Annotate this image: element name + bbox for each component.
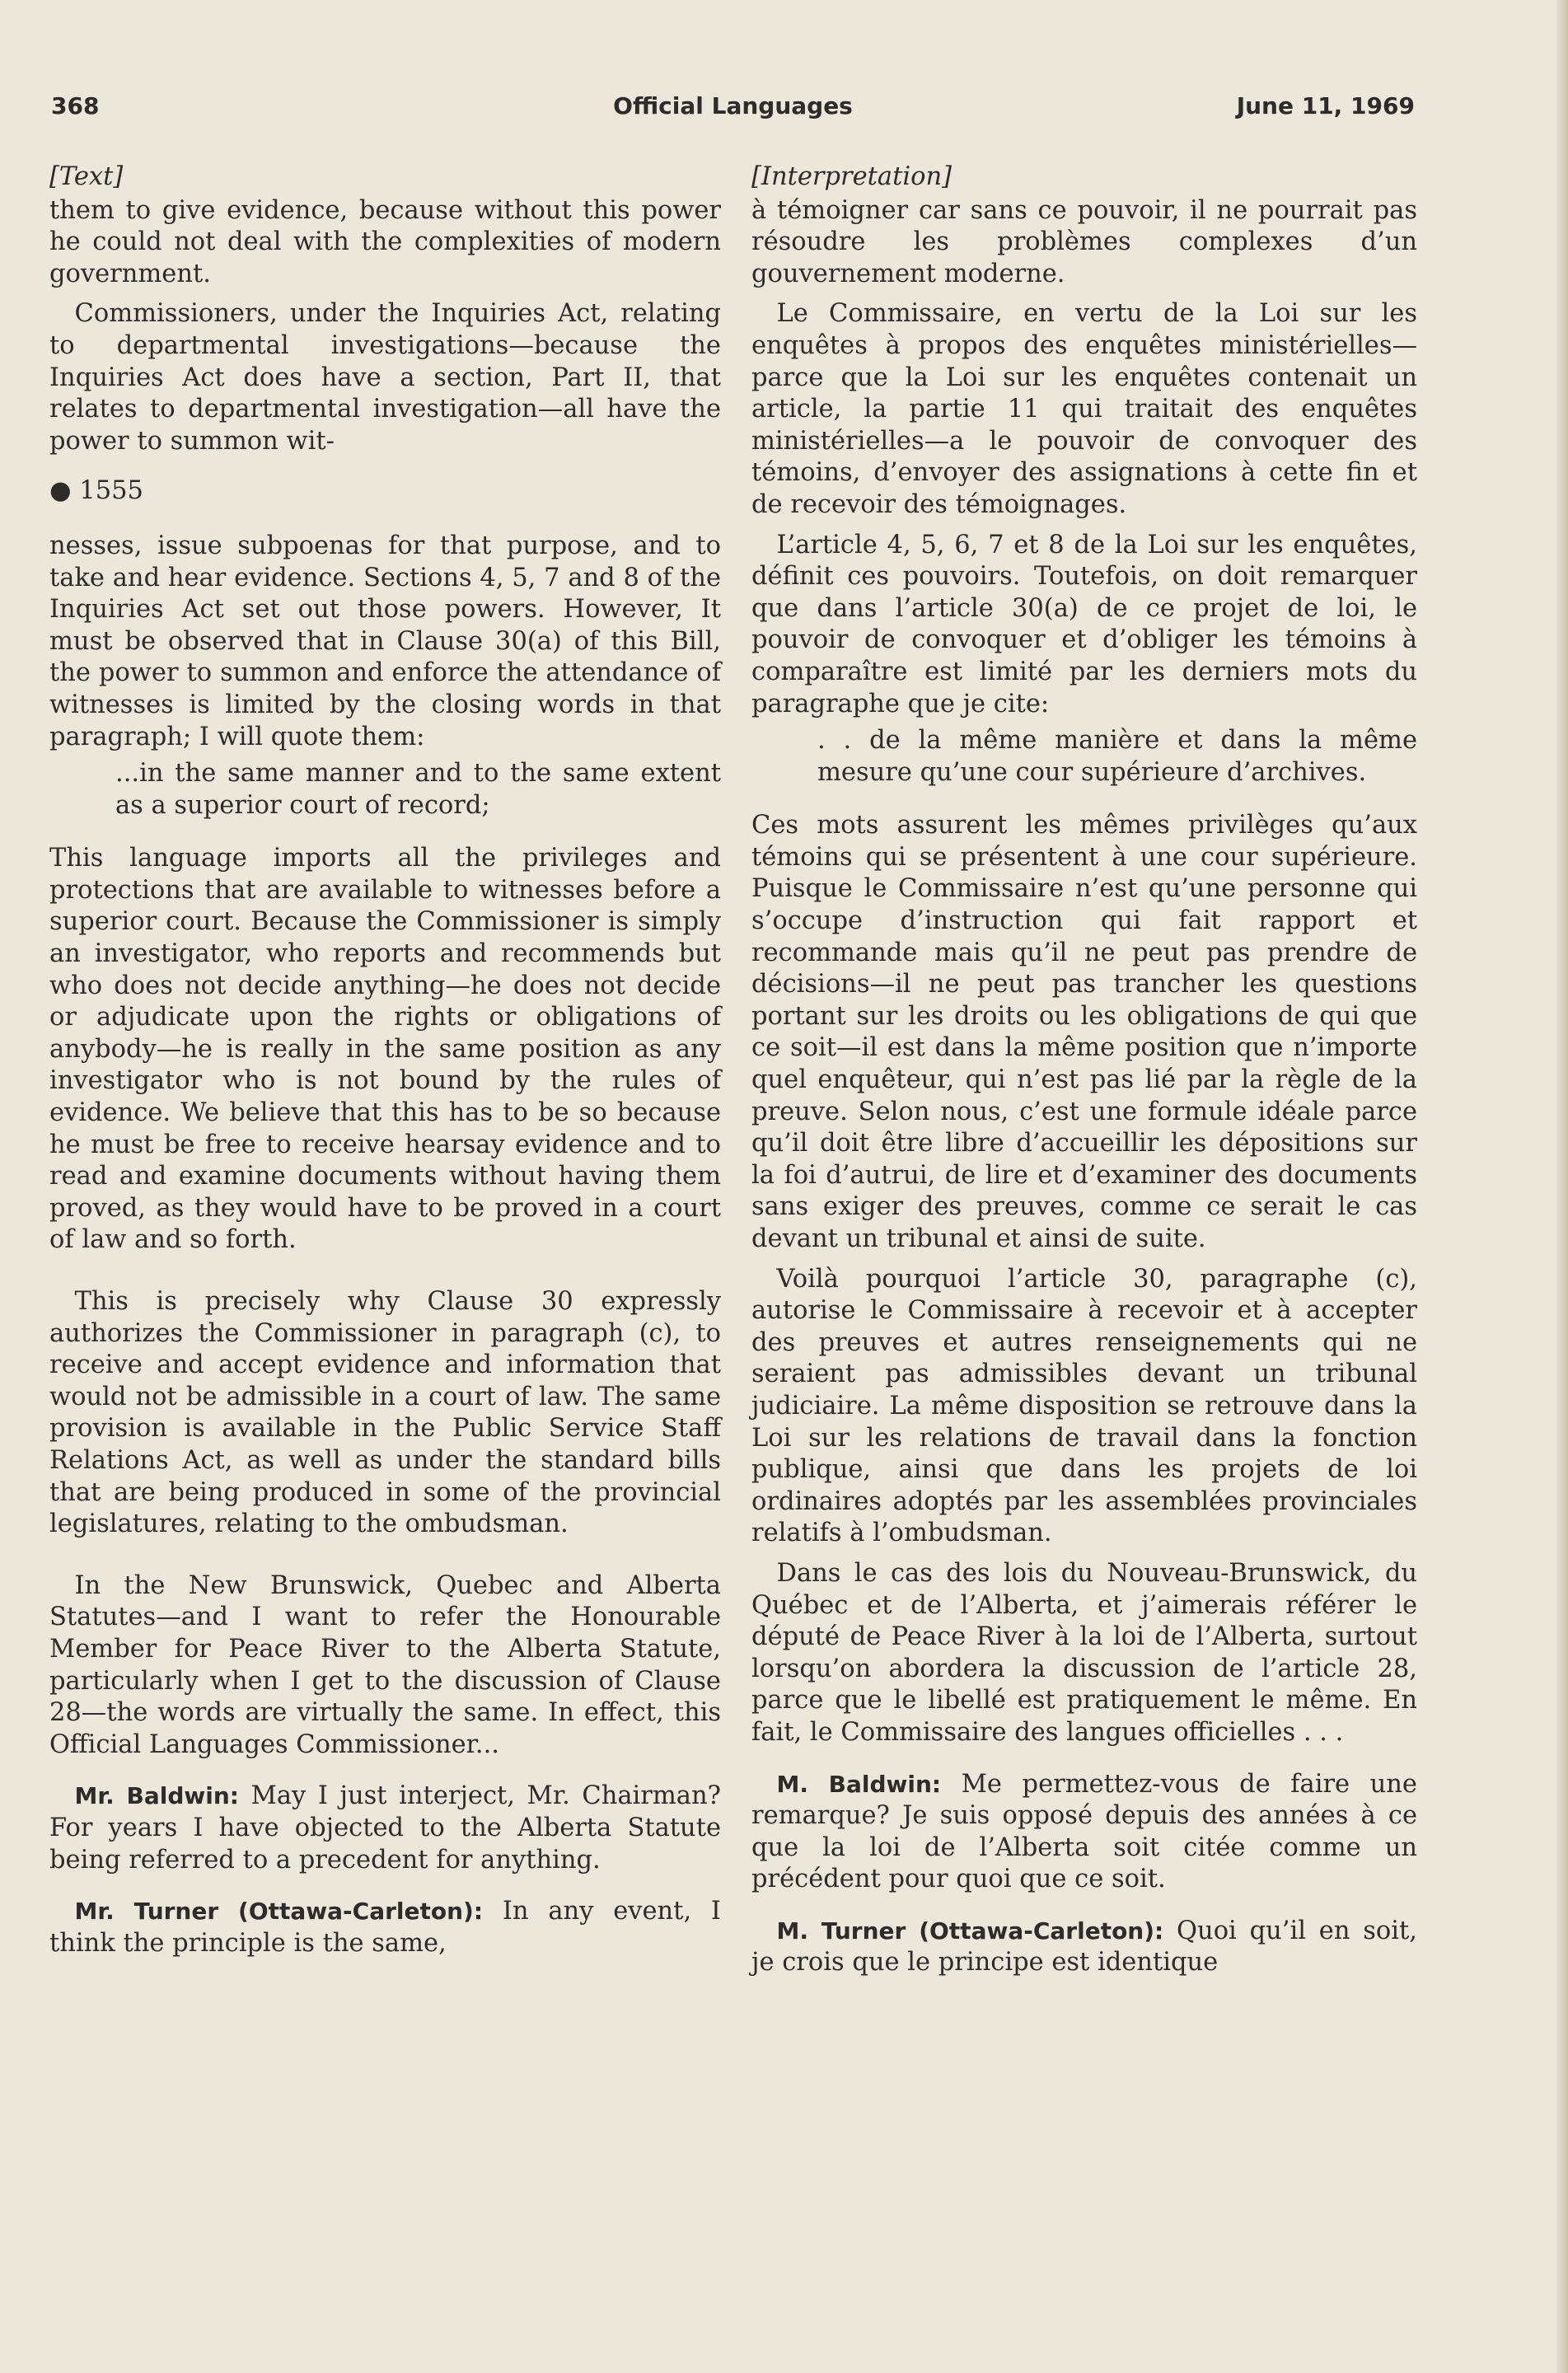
block-quote: . . de la même manière et dans la même mesure qu’une cour supérieure d’archives.: [817, 726, 1417, 787]
speaker-name: M. Turner (Ottawa-Carleton):: [776, 1917, 1164, 1945]
speech-text: May I just interject, Mr. Chairman? For years I have objected to the Alberta Statute being referred to a precedent for anything.: [49, 1781, 721, 1875]
paragraph: This language imports all the privileges and protections that are available to witnesses before a superior court. Because the Commissioner is simply an investigator, who reports and recommends but who does not decide anything—he does not decide or adjudicate upon the rights or obligations of anybody—he is really in the same position as any investigator who is not bound by the rules of evidence. We believe that this has to be so because he must be free to receive hearsay evidence and to read and examine documents without having them proved, as they would have to be proved in a court of law and so forth.: [49, 844, 721, 1255]
paragraph: Ces mots assurent les mêmes privilèges qu’aux témoins qui se présentent à une cour supérieure. Puisque le Commissaire n’est qu’une personne qui s’occupe d’instruction qui fait rapport et recommande mais qu’il ne peut pas prendre de décisions—il ne peut pas trancher les questions portant sur les droits ou les obligations de qui que ce soit—il est dans la même position que n’importe quel enquêteur, qui n’est pas lié par la règle de la preuve. Selon nous, c’est une formule idéale parce qu’il doit être libre d’accueillir les dépositions sur la foi d’autrui, de lire et d’examiner des documents sans exiger des preuves, comme ce serait le cas devant un tribunal et ainsi de suite.: [751, 811, 1417, 1253]
speaker-name: M. Baldwin:: [776, 1770, 942, 1798]
paragraph: This is precisely why Clause 30 expressly authorizes the Commissioner in paragraph (c), to receive and accept evidence and information that would not be admissible in a court of law. The same provision is available in the Public Service Staff Relations Act, as well as under the standard bills that are being produced in some of the provincial legislatures, relating to the ombudsman.: [49, 1287, 721, 1539]
speech-text: In any event, I think the principle is the same,: [49, 1897, 721, 1958]
page-edge-shadow: [1556, 0, 1568, 2373]
paragraph: Dans le cas des lois du Nouveau-Brunswick, du Québec et de l’Alberta, et j’aimerais référer le député de Peace River à la loi de l’Alberta, surtout lorsqu’on abordera la discussion de l’article 28, parce que le libellé est pratiquement le même. En fait, le Commissaire des langues officielles . . .: [751, 1558, 1417, 1747]
paragraph: them to give evidence, because without this power he could not deal with the complexities of modern government.: [49, 195, 721, 288]
page-header: [51, 92, 1415, 129]
speaker-paragraph: [751, 1769, 1417, 1896]
paragraph: nesses, issue subpoenas for that purpose, and to take and hear evidence. Sections 4, 5, 7 and 8 of the Inquiries Act set out those powers. However, It must be observed that in Clause 30(a) of this Bill, the power to summon and enforce the attendance of witnesses is limited by the closing words in that paragraph; I will quote them:: [49, 531, 721, 751]
speaker-paragraph: [49, 1781, 721, 1876]
paragraph: Le Commissaire, en vertu de la Loi sur les enquêtes à propos des enquêtes ministérielles—parce que la Loi sur les enquêtes contenait un article, la partie 11 qui traitait des enquêtes ministérielles—a le pouvoir de convoquer des témoins, d’envoyer des assignations à cette fin et de recevoir des témoignages.: [751, 299, 1417, 519]
block-quote: ...in the same manner and to the same extent as a superior court of record;: [115, 759, 721, 820]
paragraph: In the New Brunswick, Quebec and Alberta Statutes—and I want to refer the Honourable Member for Peace River to the Alberta Statute, particularly when I get to the discussion of Clause 28—the words are virtually the same. In effect, this Official Languages Commissioner...: [49, 1570, 721, 1759]
page-date: June 11, 1969: [1236, 92, 1415, 119]
running-title: Official Languages: [613, 92, 853, 119]
paragraph: L’article 4, 5, 6, 7 et 8 de la Loi sur les enquêtes, définit ces pouvoirs. Toutefois, on doit remarquer que dans l’article 30(a) de ce projet de loi, le pouvoir de convoquer et d’obliger les témoins à comparaître est limité par les derniers mots du paragraphe que je cite:: [751, 530, 1417, 718]
speaker-name: Mr. Turner (Ottawa-Carleton):: [74, 1898, 484, 1926]
column-label: [Text]: [49, 162, 124, 191]
column-label: [Interpretation]: [751, 162, 952, 191]
french-column: [751, 161, 1417, 1979]
speaker-name: Mr. Baldwin:: [74, 1782, 239, 1810]
paragraph: Commissioners, under the Inquiries Act, relating to departmental investigations—because the Inquiries Act does have a section, Part II, that relates to departmental investigation—all have the power to summon wit-: [49, 299, 721, 456]
speaker-paragraph: [751, 1916, 1417, 1979]
page-number: 368: [51, 92, 100, 119]
paragraph: à témoigner car sans ce pouvoir, il ne pourrait pas résoudre les problèmes complexes d’un gouvernement moderne.: [751, 195, 1417, 288]
speaker-paragraph: [49, 1896, 721, 1959]
speech-text: Quoi qu’il en soit, je crois que le principe est identique: [751, 1916, 1417, 1978]
time-marker: ● 1555: [49, 476, 143, 506]
speech-text: Me permettez-vous de faire une remarque? Je suis opposé depuis des années à ce que la loi de l’Alberta soit citée comme un précédent pour quoi que ce soit.: [751, 1769, 1417, 1894]
paragraph: Voilà pourquoi l’article 30, paragraphe (c), autorise le Commissaire à recevoir et à accepter des preuves et autres renseignements qui ne seraient pas admissibles devant un tribunal judiciaire. La même disposition se retrouve dans la Loi sur les relations de travail dans la fonction publique, ainsi que dans les projets de loi ordinaires adoptés par les assemblées provinciales relatifs à l’ombudsman.: [751, 1264, 1417, 1548]
english-column: [49, 161, 721, 1959]
